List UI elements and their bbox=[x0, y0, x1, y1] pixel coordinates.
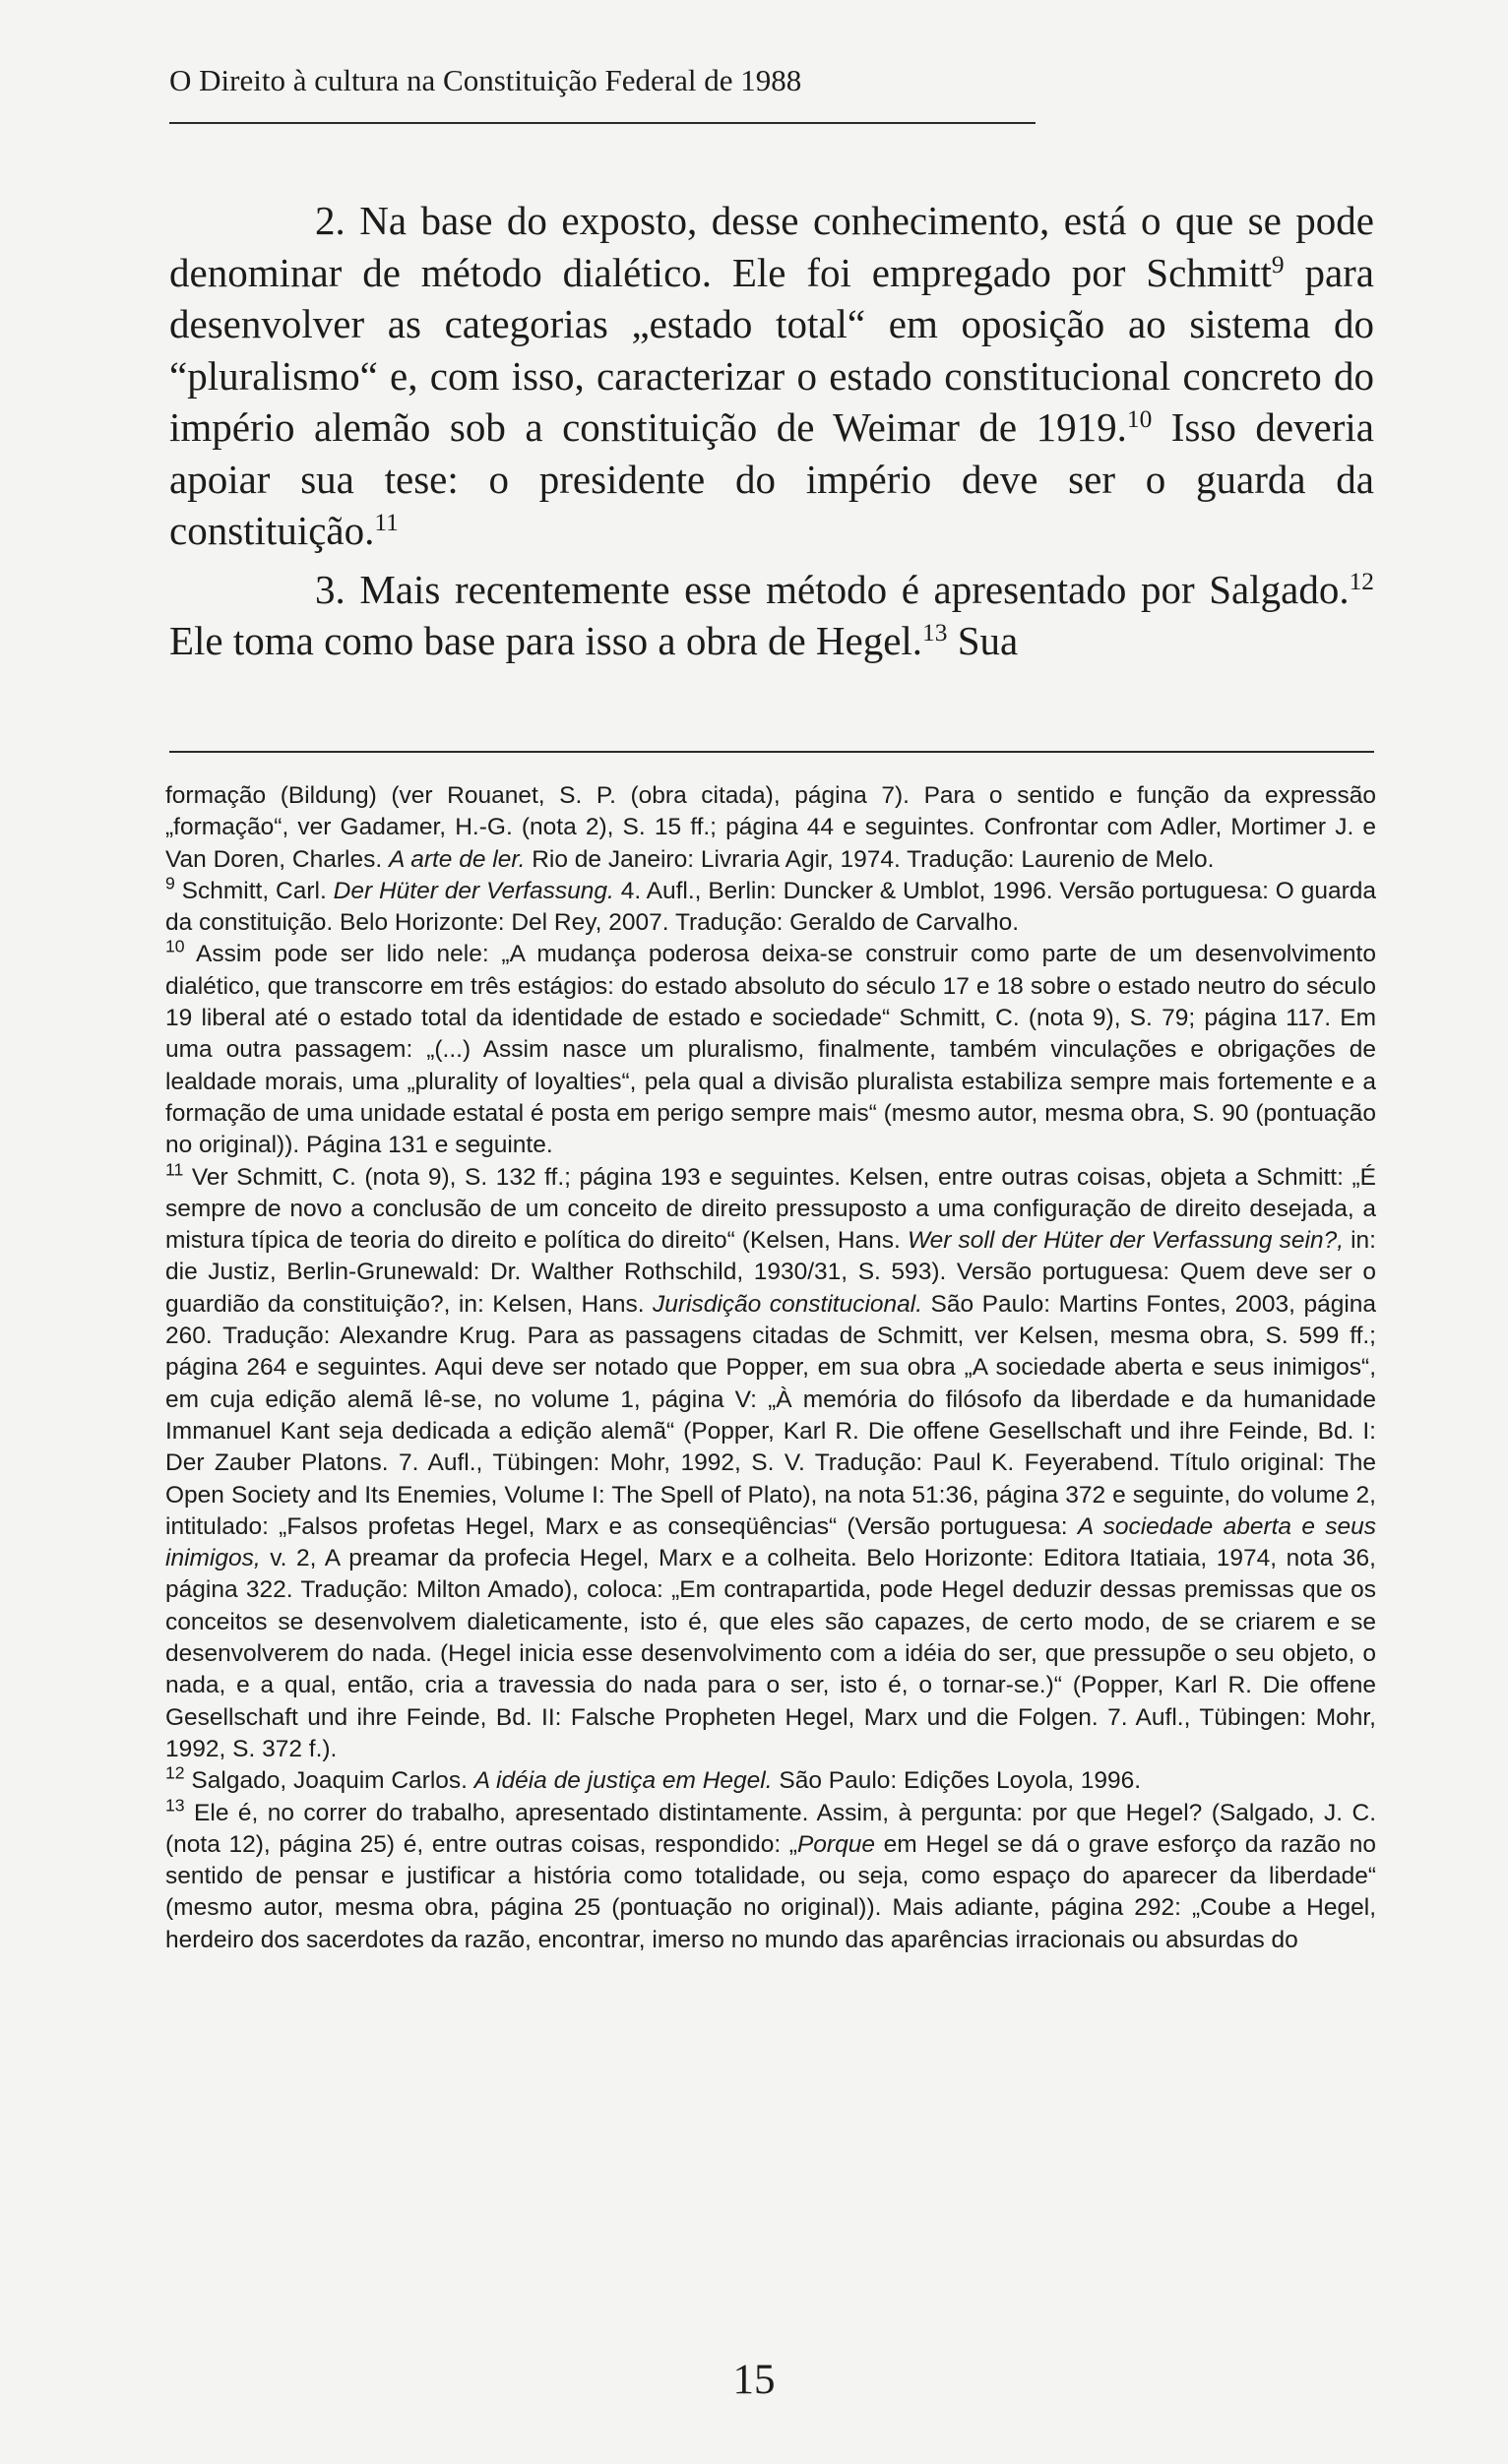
footnote-11: $^{11}$ Ver Schmitt, C. (nota 9), S. 132 ff.; página 193 e seguintes. Kelsen, entre outras coisas, objeta a Schmitt: „É sempre de novo a conclusão de um conceito de direito pressuposto a uma configuração de direito desejada, a mistura típica de teoria do direito e política do direito“ (Kelsen, Hans. Wer soll der Hüter der Verfassung sein?, in: die Justiz, Berlin-Grunewald: Dr. Walther Rothschild, 1930/31, S. 593). Versão portuguesa: Quem deve ser o guardião da constituição?, in: Kelsen, Hans. Jurisdição constitucional. São Paulo: Martins Fontes, 2003, página 260. Tradução: Alexandre Krug. Para as passagens citadas de Schmitt, ver Kelsen, mesma obra, S. 599 ff.; página 264 e seguintes. Aqui deve ser notado que Popper, em sua obra „A sociedade aberta e seus inimigos“, em cuja edição alemã lê-se, no volume 1, página V: „À memória do filósofo da liberdade e da humanidade Immanuel Kant seja dedicada a edição alemã“ (Popper, Karl R. Die offene Gesellschaft und ihre Feinde, Bd. I: Der Zauber Platons. 7. Aufl., Tübingen: Mohr, 1992, S. V. Tradução: Paul K. Feyerabend. Título original: The Open Society and Its Enemies, Volume I: The Spell of Plato), na nota 51:36, página 372 e seguinte, do volume 2, intitulado: „Falsos profetas Hegel, Marx e as conseqüências“ (Versão portuguesa: A sociedade aberta e seus inimigos, v. 2, A preamar da profecia Hegel, Marx e a colheita. Belo Horizonte: Editora Itatiaia, 1974, nota 36, página 322. Tradução: Milton Amado), coloca: „Em contrapartida, pode Hegel deduzir dessas premissas que os conceitos se desenvolvem dialeticamente, isto é, que eles são capazes, de certo modo, de se criarem e se desenvolverem do nada. (Hegel inicia esse desenvolvimento com a idéia do ser, que pressupõe o seu objeto, o nada, e a qual, então, cria a travessia do nada para o ser, isto é, o tornar-se.)“ (Popper, Karl R. Die offene Gesellschaft und ihre Feinde, Bd. II: Falsche Propheten Hegel, Marx und die Folgen. 7. Aufl., Tübingen: Mohr, 1992, S. 372 f.). bbox=[165, 1158, 1377, 1762]
footnote-10: $^{10}$ Assim pode ser lido nele: „A mudança poderosa deixa-se construir como parte de um desenvolvimento dialético, que transcorre em três estágios: do estado absoluto do século 17 e 18 sobre o estado neutro do século 19 liberal até o estado total da identidade de estado e sociedade“ Schmitt, C. (nota 9), S. 79; página 117. Em uma outra passagem: „(...) Assim nasce um pluralismo, finalmente, também vinculações e obrigações de lealdade morais, uma „plurality of loyalties“, pela qual a divisão pluralista estabiliza sempre mais fortemente e a formação de uma unidade estatal é posta em perigo sempre mais“ (mesmo autor, mesma obra, S. 90 (pontuação no original)). Página 131 e seguinte. bbox=[165, 936, 1376, 1159]
running-header: O Direito à cultura na Constituição Federal de 1988 bbox=[169, 63, 802, 97]
footnote-number: 11 bbox=[165, 1158, 184, 1179]
page-number: 15 bbox=[732, 2357, 776, 2403]
footnote-ref-10: 10 bbox=[1126, 405, 1153, 434]
footnote-ref-9: 9 bbox=[1271, 250, 1285, 278]
paragraph-2-text-a: 2. Na base do exposto, desse conhecimento, está o que se pode denominar de método dialético. Ele foi empregado por Schmitt bbox=[169, 198, 1374, 295]
footnote-ref-12: 12 bbox=[1349, 567, 1374, 595]
paragraph-3-text-b: Ele toma como base para isso a obra de Hegel. bbox=[169, 618, 923, 663]
footnote-number: 9 bbox=[165, 873, 175, 893]
paragraph-3 bbox=[169, 564, 1374, 667]
footnote-separator bbox=[169, 751, 1374, 753]
footnote-12: $^{12}$ Salgado, Joaquim Carlos. A idéia de justiça em Hegel. São Paulo: Edições Loyola, 1996. bbox=[165, 1762, 1142, 1795]
footnotes bbox=[165, 780, 1376, 1956]
footnote-ref-11: 11 bbox=[374, 509, 399, 537]
paragraph-2-text-b: para desenvolver as categorias „estado total“ em oposição ao sistema do “pluralismo“ e, com isso, caracterizar o estado constitucional concreto do império alemão sob a constituição de Weimar de 1919. bbox=[169, 249, 1374, 450]
footnote-13: $^{13}$ Ele é, no correr do trabalho, apresentado distintamente. Assim, à pergunta: por que Hegel? (Salgado, J. C. (nota 12), página 25) é, entre outras coisas, respondido: „Porque em Hegel se dá o grave esforço da razão no sentido de pensar e justificar a história como totalidade, ou seja, como espaço do aparecer da liberdade“ (mesmo autor, mesma obra, página 25 (pontuação no original)). Mais adiante, página 292: „Coube a Hegel, herdeiro dos sacerdotes da razão, encontrar, imerso no mundo das aparências irracionais ou absurdas do bbox=[165, 1794, 1376, 1953]
paragraph-3-text-c: Sua bbox=[947, 618, 1019, 663]
paragraph-2 bbox=[169, 195, 1374, 557]
paragraph-2-text-c: Isso deveria apoiar sua tese: o presidente do império deve ser o guarda da constituição. bbox=[169, 404, 1374, 553]
header-rule bbox=[169, 122, 1036, 124]
footnote-9: $^9$ Schmitt, Carl. Der Hüter der Verfassung. 4. Aufl., Berlin: Duncker & Umblot, 1996. Versão portuguesa: O guarda da constituição. Belo Horizonte: Del Rey, 2007. Tradução: Geraldo de Carvalho. bbox=[165, 873, 1376, 937]
footnote-number: 12 bbox=[165, 1762, 185, 1783]
footnote-continuation: formação (Bildung) (ver Rouanet, S. P. (obra citada), página 7). Para o sentido e função da expressão „formação“, ver Gadamer, H.-G. (nota 2), S. 15 ff.; página 44 e seguintes. Confrontar com Adler, Mortimer J. e Van Doren, Charles. A arte de ler. Rio de Janeiro: Livraria Agir, 1974. Tradução: Laurenio de Melo. bbox=[165, 782, 1376, 873]
paragraph-3-text-a: 3. Mais recentemente esse método é apresentado por Salgado. bbox=[315, 566, 1350, 612]
footnote-number: 10 bbox=[165, 936, 185, 956]
footnote-number: 13 bbox=[165, 1794, 185, 1815]
main-text bbox=[169, 195, 1374, 667]
footnote-ref-13: 13 bbox=[922, 619, 948, 647]
